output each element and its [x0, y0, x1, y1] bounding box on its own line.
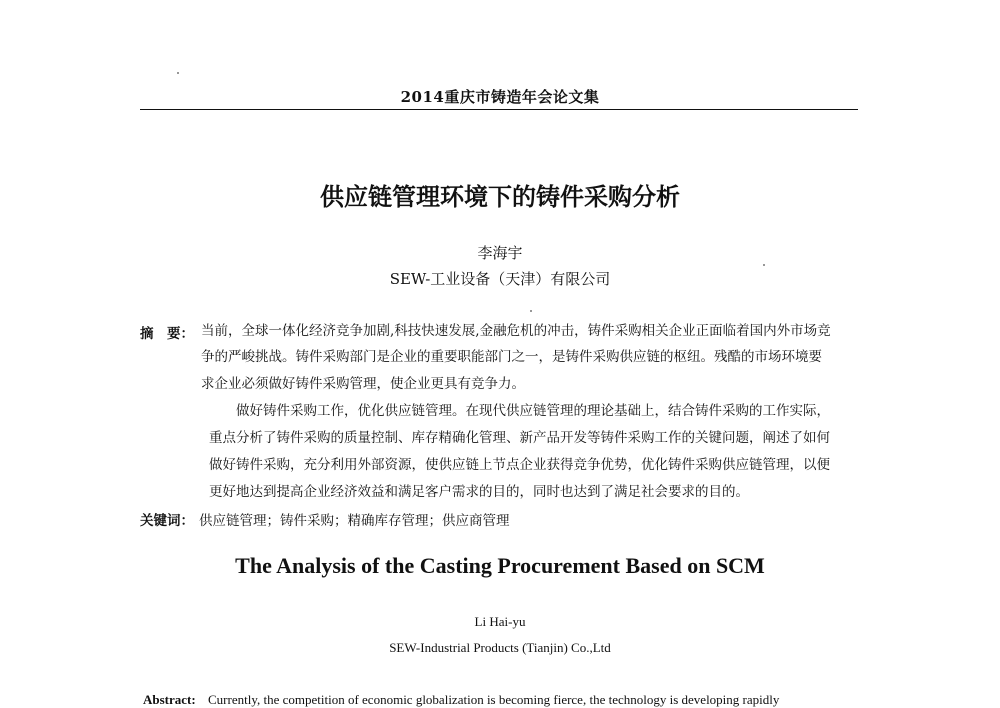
author-name-cn: 李海宇 [477, 244, 523, 262]
abstract-line: 做好铸件采购工作，优化供应链管理。在现代供应链管理的理论基础上，结合铸件采购的工作实际， [236, 403, 830, 419]
paper-title-cn: 供应链管理环境下的铸件采购分析 [320, 183, 680, 211]
abstract-line: 争的严峻挑战。铸件采购部门是企业的重要职能部门之一，是铸件采购供应链的枢纽。残酷的市场环境要 [201, 349, 822, 365]
author-name-en: Li Hai-yu [474, 614, 526, 629]
running-header: 2014重庆市铸造年会论文集 [400, 88, 600, 106]
abstract-text-en: Currently, the competition of economic globalization is becoming fierce, the technology is developing rapidly [208, 692, 780, 707]
abstract-label-en: Abstract: [143, 692, 196, 707]
abstract-line: 更好地达到提高企业经济效益和满足客户需求的目的，同时也达到了满足社会要求的目的。 [209, 484, 749, 500]
header-rule [140, 109, 858, 110]
author-affiliation-cn: SEW-工业设备（天津）有限公司 [389, 270, 611, 288]
scan-speck [530, 310, 532, 312]
abstract-line: 当前，全球一体化经济竞争加剧,科技快速发展,金融危机的冲击，铸件采购相关企业正面临着国内外市场竞 [201, 323, 831, 339]
scan-speck [177, 72, 179, 74]
author-affiliation-en: SEW-Industrial Products (Tianjin) Co.,Ltd [389, 640, 611, 655]
abstract-line: 做好铸件采购，充分利用外部资源，使供应链上节点企业获得竞争优势，优化铸件采购供应链管理，以便 [209, 457, 830, 473]
abstract-line: 重点分析了铸件采购的质量控制、库存精确化管理、新产品开发等铸件采购工作的关键问题，阐述了如何 [209, 430, 830, 446]
keywords-cn: 供应链管理；铸件采购；精确库存管理；供应商管理 [199, 513, 510, 529]
abstract-line: 求企业必须做好铸件采购管理，使企业更具有竞争力。 [201, 376, 525, 392]
scan-speck [763, 264, 765, 266]
paper-title-en: The Analysis of the Casting Procurement Based on SCM [235, 553, 765, 578]
abstract-label-cn: 摘 要： [140, 326, 194, 342]
keywords-label-cn: 关键词： [140, 513, 194, 529]
